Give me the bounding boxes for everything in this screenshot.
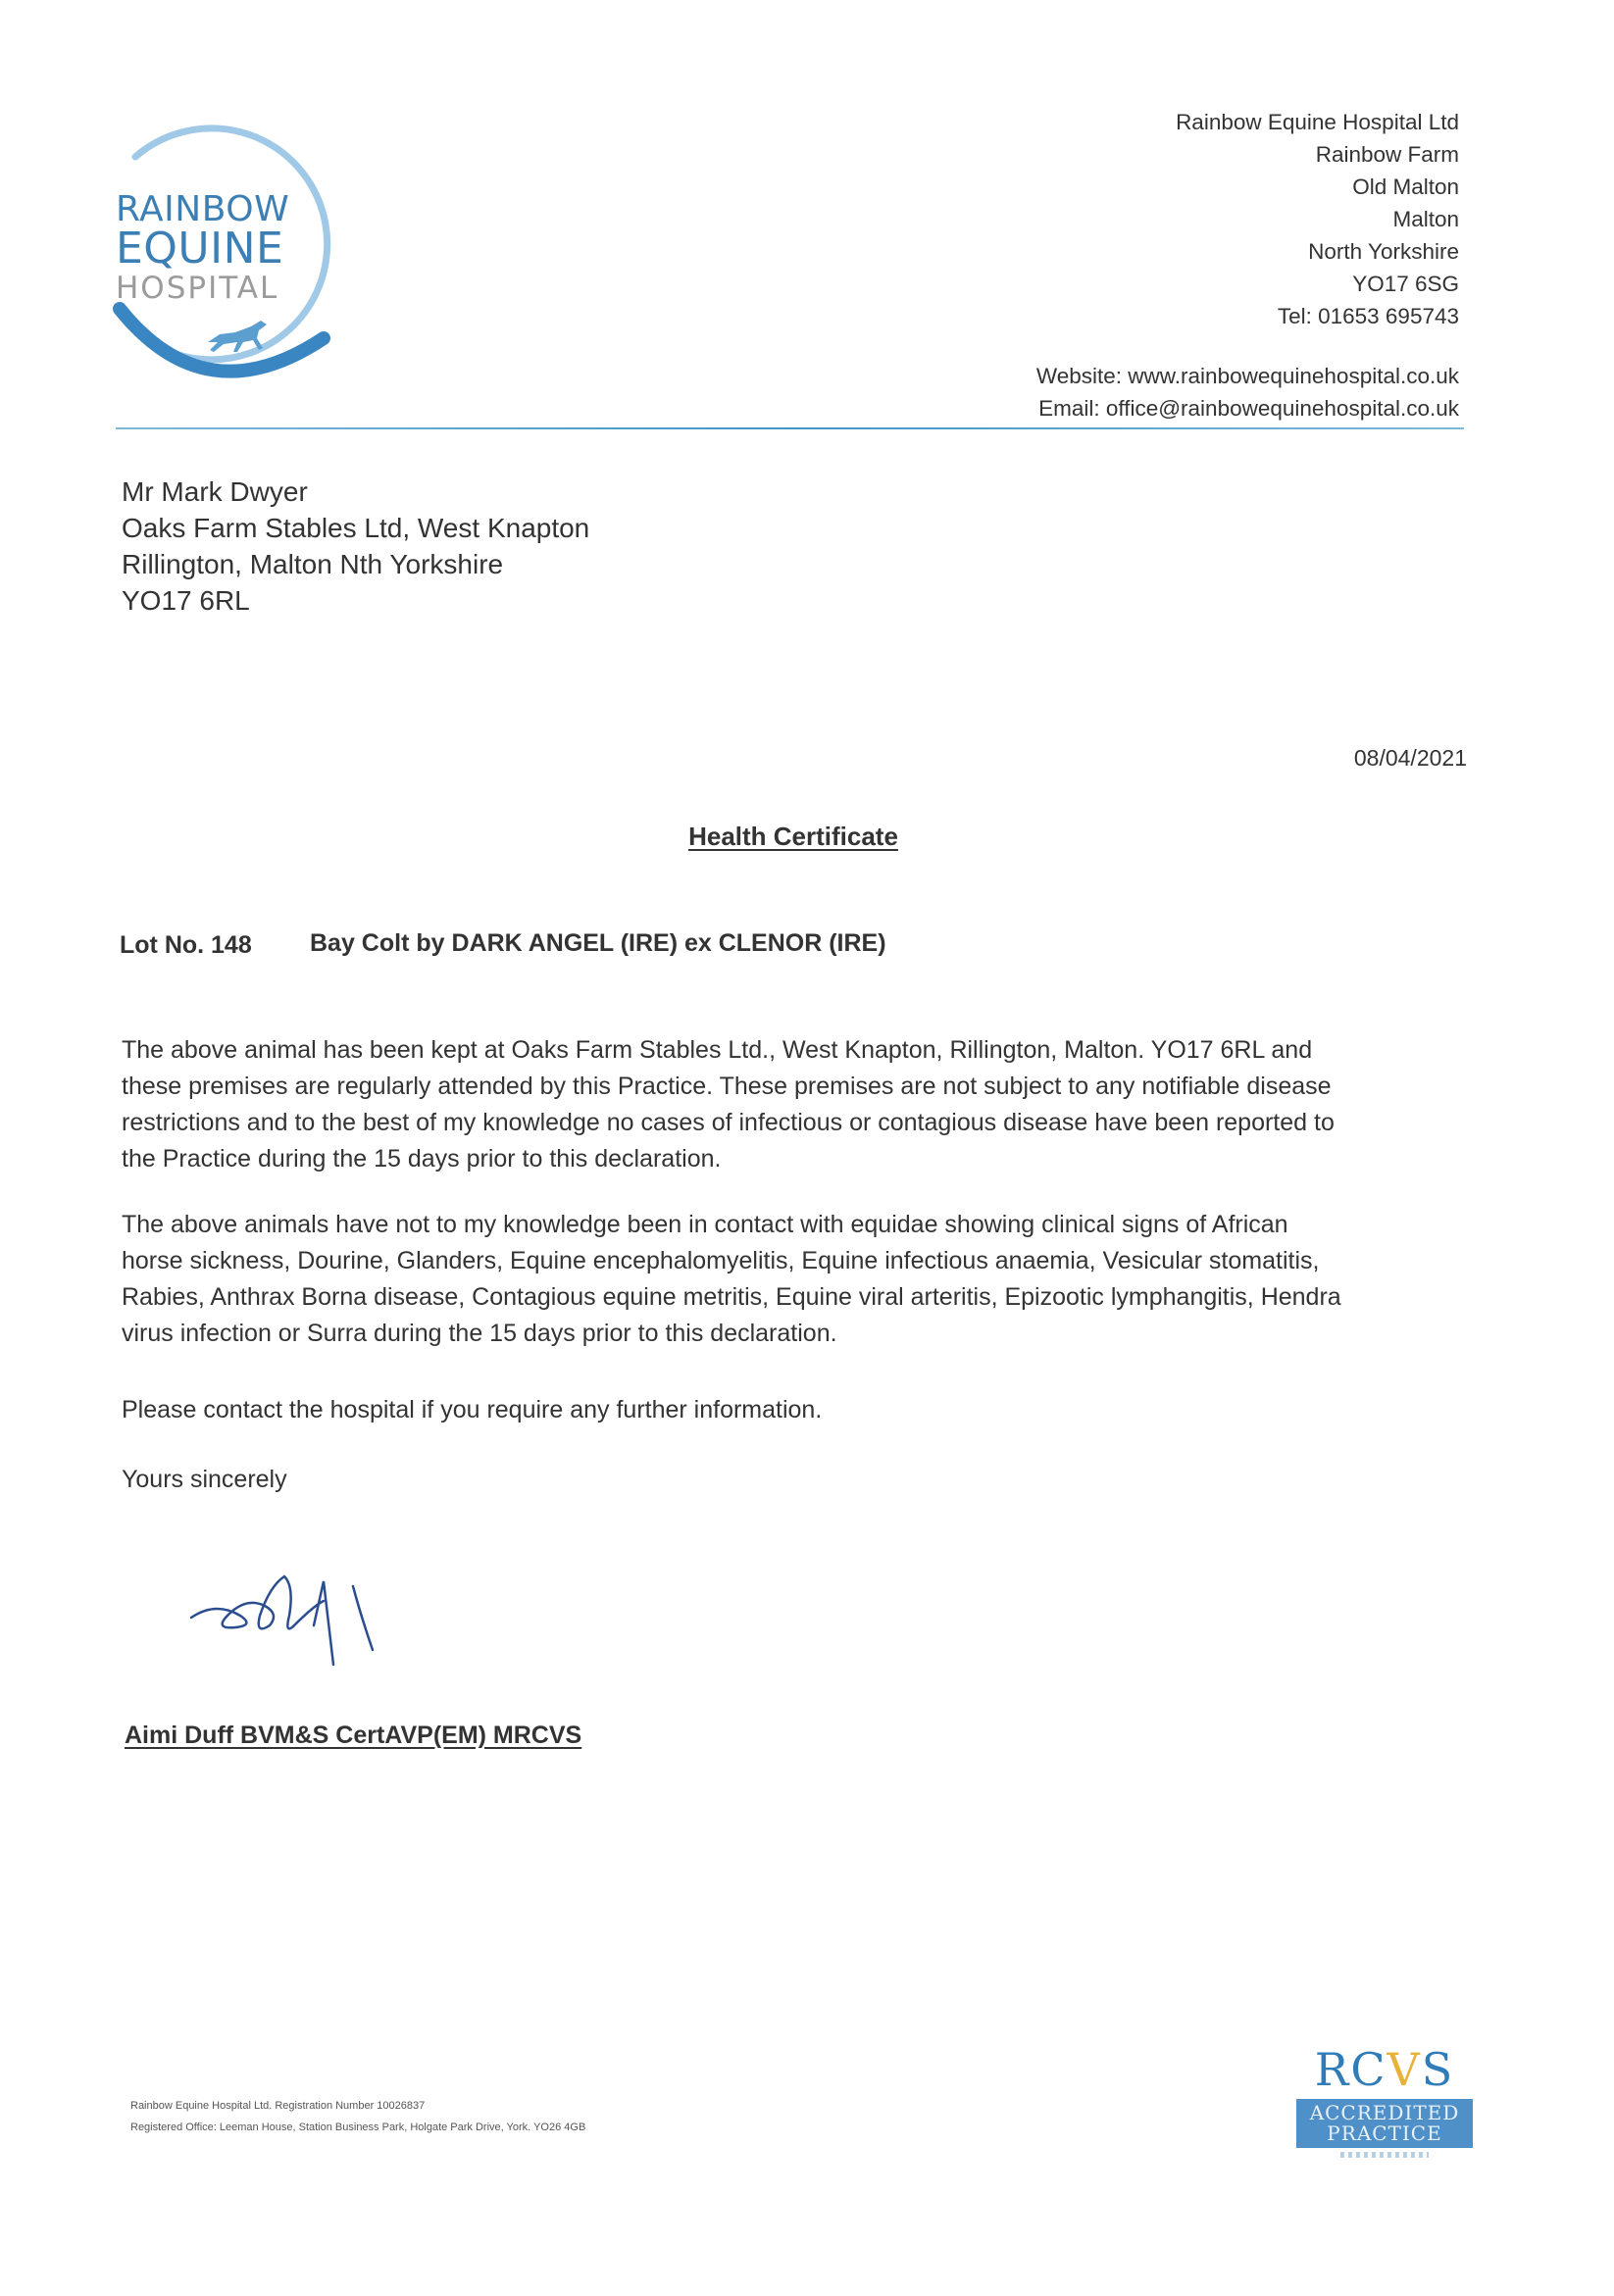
footer-line: Registered Office: Leeman House, Station Business Park, Holgate Park Drive, York. YO26 4GB <box>130 2121 586 2133</box>
paragraph-line: the Practice during the 15 days prior to this declaration. <box>122 1145 722 1173</box>
paragraph-line: restrictions and to the best of my knowledge no cases of infectious or contagious disease have been reported to <box>122 1109 1335 1136</box>
running-horse-icon <box>208 321 267 352</box>
address-line: Old Malton <box>1352 175 1459 199</box>
recipient-line: Rillington, Malton Nth Yorkshire <box>122 549 504 579</box>
paragraph-line: The above animals have not to my knowledge been in contact with equidae showing clinical signs of African <box>122 1211 1288 1238</box>
rcvs-accredited-text: ACCREDITED <box>1309 2101 1460 2124</box>
recipient-line: YO17 6RL <box>122 585 250 616</box>
lot-number: Lot No. 148 <box>120 931 252 959</box>
signatory-name: Aimi Duff BVM&S CertAVP(EM) MRCVS <box>125 1722 582 1749</box>
recipient-line: Oaks Farm Stables Ltd, West Knapton <box>122 513 590 543</box>
rcvs-subtext-mark <box>1340 2152 1429 2158</box>
rcvs-logo-text <box>1296 2044 1473 2095</box>
sender-contact <box>1036 360 1459 424</box>
handwritten-signature <box>186 1557 412 1684</box>
address-line: Rainbow Equine Hospital Ltd <box>1176 110 1459 134</box>
body-paragraph-2 <box>122 1207 1475 1352</box>
telephone: Tel: 01653 695743 <box>1277 304 1459 328</box>
document-title <box>0 822 1587 852</box>
logo-text-equine: EQUINE <box>116 224 284 274</box>
body-paragraph-3: Please contact the hospital if you require any further information. <box>122 1396 823 1423</box>
paragraph-line: The above animal has been kept at Oaks Farm Stables Ltd., West Knapton, Rillington, Malton. YO17 6RL and <box>122 1036 1313 1064</box>
paragraph-line: Rabies, Anthrax Borna disease, Contagious equine metritis, Equine viral arteritis, Epizootic lymphangitis, Hendra <box>122 1283 1341 1311</box>
logo-text-hospital: HOSPITAL <box>116 271 279 306</box>
rcvs-accredited-badge <box>1296 2044 1473 2158</box>
address-line: Rainbow Farm <box>1315 142 1459 167</box>
address-line: YO17 6SG <box>1352 272 1459 296</box>
paragraph-line: virus infection or Surra during the 15 days prior to this declaration. <box>122 1320 837 1347</box>
recipient-address <box>122 474 589 619</box>
paragraph-line: horse sickness, Dourine, Glanders, Equine encephalomyelitis, Equine infectious anaemia, Vesicular stomatitis, <box>122 1247 1320 1274</box>
document-title-text: Health Certificate <box>688 822 898 851</box>
lot-description: Bay Colt by DARK ANGEL (IRE) ex CLENOR (IRE) <box>310 929 886 957</box>
registration-footer <box>130 2095 585 2138</box>
body-paragraph-1 <box>122 1032 1475 1177</box>
email-link[interactable]: Email: office@rainbowequinehospital.co.uk <box>1038 396 1459 421</box>
sender-address <box>1176 106 1459 332</box>
website-link[interactable]: Website: www.rainbowequinehospital.co.uk <box>1035 364 1459 388</box>
recipient-line: Mr Mark Dwyer <box>122 476 308 507</box>
rcvs-v: V <box>1387 2043 1422 2096</box>
address-line: North Yorkshire <box>1308 239 1459 264</box>
rcvs-rc: RC <box>1314 2043 1387 2096</box>
logo-text-rainbow: RAINBOW <box>116 189 290 229</box>
closing-salutation: Yours sincerely <box>122 1466 287 1493</box>
rcvs-practice-text: PRACTICE <box>1327 2121 1442 2145</box>
address-line: Malton <box>1392 207 1459 231</box>
footer-line: Rainbow Equine Hospital Ltd. Registration Number 10026837 <box>130 2100 426 2112</box>
rcvs-s: S <box>1421 2043 1455 2096</box>
letter-date: 08/04/2021 <box>1353 745 1467 771</box>
header-divider <box>116 427 1464 429</box>
rcvs-accredited-box <box>1296 2099 1473 2148</box>
paragraph-line: these premises are regularly attended by this Practice. These premises are not subject to any notifiable disease <box>122 1073 1332 1100</box>
